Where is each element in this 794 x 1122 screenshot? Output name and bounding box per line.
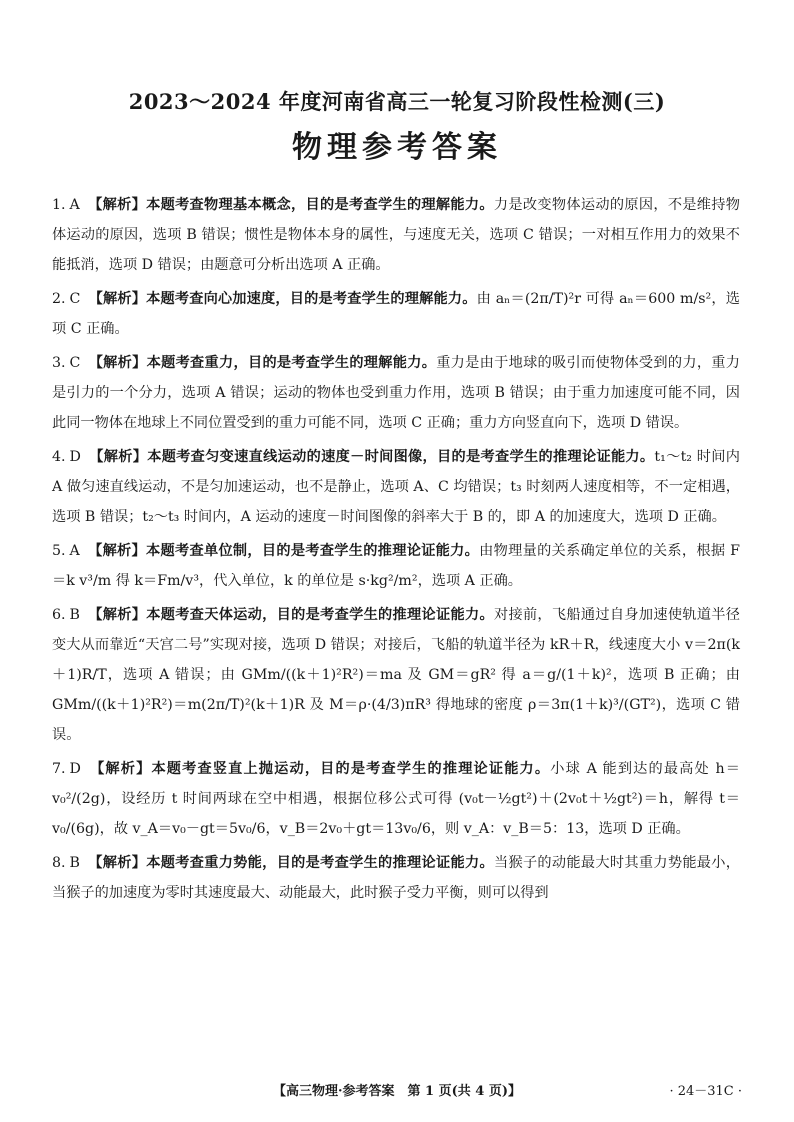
footer-page-info: 【高三物理·参考答案 第 1 页(共 4 页)】 — [272, 1084, 522, 1099]
analysis-body: 由 aₙ＝(2π/T)²r 可得 aₙ＝600 m/s²，选项 C 正确。 — [52, 291, 740, 337]
question-answer: C — [69, 355, 81, 371]
analysis-tag: 【解析】 — [87, 543, 147, 559]
analysis-body: 对接前，飞船通过自身加速使轨道半径变大从而靠近“天宫二号”实现对接，选项 D 错误；对接后，飞船的轨道半径为 kR＋R，线速度大小 v＝2π(k＋1)R/T，选项 A 错误；由 GMm/((k＋1)²R²)＝ma 及 GM＝gR² 得 a＝g/(1＋k)²，选项 B 正确；由 GMm/((k＋1)²R²)＝m(2π/T)²(k＋1)R 及 M＝ρ·(4/3)πR³ 得地球的密度 ρ＝3π(1＋k)³/(GT²)，选项 C 错误。 — [52, 607, 740, 743]
question-answer: C — [69, 291, 81, 307]
question-number: 2. — [52, 291, 66, 307]
question-number: 4. — [52, 449, 66, 465]
analysis-lead: 本题考查匀变速直线运动的速度－时间图像，目的是考查学生的推理论证能力。 — [147, 449, 655, 465]
question-3 — [52, 348, 740, 438]
analysis-body: 小球 A 能到达的最高处 h＝v₀²/(2g)，设经历 t 时间两球在空中相遇，根据位移公式可得 (v₀t－½gt²)＋(2v₀t＋½gt²)＝h，解得 t＝v₀/(6g)，故 v_A＝v₀－gt＝5v₀/6，v_B＝2v₀＋gt＝13v₀/6，则 v_A：v_B＝5：13，选项 D 正确。 — [52, 761, 740, 837]
question-4 — [52, 442, 740, 532]
question-8 — [52, 848, 740, 908]
question-2 — [52, 284, 740, 344]
question-answer: D — [69, 761, 81, 777]
analysis-lead: 本题考查竖直上抛运动，目的是考查学生的推理论证能力。 — [151, 761, 551, 777]
analysis-lead: 本题考查天体运动，目的是考查学生的推理论证能力。 — [146, 607, 494, 623]
question-number: 8. — [52, 855, 66, 871]
analysis-body: 力是改变物体运动的原因，不是维持物体运动的原因，选项 B 错误；惯性是物体本身的属性，与速度无关，选项 C 错误；一对相互作用力的效果不能抵消，选项 D 错误；由题意可分析出选项 A 正确。 — [52, 197, 740, 273]
question-answer: A — [69, 543, 80, 559]
analysis-body: 由物理量的关系确定单位的关系，根据 F＝k v³/m 得 k＝Fm/v³，代入单位，k 的单位是 s·kg²/m²，选项 A 正确。 — [52, 543, 740, 589]
analysis-tag: 【解析】 — [87, 197, 147, 213]
footer-code: · 24－31C · — [669, 1084, 742, 1099]
analysis-tag: 【解析】 — [88, 291, 147, 307]
document-title: 2023～2024 年度河南省高三一轮复习阶段性检测(三) — [128, 89, 666, 114]
question-6 — [52, 600, 740, 750]
question-answer: B — [69, 607, 80, 623]
analysis-lead: 本题考查单位制，目的是考查学生的推理论证能力。 — [146, 543, 480, 559]
analysis-tag: 【解析】 — [88, 761, 152, 777]
analysis-tag: 【解析】 — [87, 855, 147, 871]
question-number: 6. — [52, 607, 66, 623]
analysis-lead: 本题考查物理基本概念，目的是考查学生的理解能力。 — [146, 197, 494, 213]
analysis-lead: 本题考查重力，目的是考查学生的理解能力。 — [146, 355, 437, 371]
answer-list — [52, 190, 740, 912]
analysis-lead: 本题考查向心加速度，目的是考查学生的理解能力。 — [146, 291, 477, 307]
analysis-body: t₁～t₂ 时间内 A 做匀速直线运动，不是匀加速运动，也不是静止，选项 A、C 均错误；t₃ 时刻两人速度相等，不一定相遇，选项 B 错误；t₂～t₃ 时间内，A 运动的速度－时间图像的斜率大于 B 的，即 A 的加速度大，选项 D 正确。 — [52, 449, 740, 525]
question-number: 1. — [52, 197, 66, 213]
question-number: 7. — [52, 761, 66, 777]
analysis-body: 当猴子的动能最大时其重力势能最小，当猴子的加速度为零时其速度最大、动能最大，此时猴子受力平衡，则可以得到 — [52, 855, 740, 901]
question-7 — [52, 754, 740, 844]
document-subtitle: 物理参考答案 — [292, 130, 502, 165]
question-number: 3. — [52, 355, 66, 371]
analysis-body: 重力是由于地球的吸引而使物体受到的力，重力是引力的一个分力，选项 A 错误；运动的物体也受到重力作用，选项 B 错误；由于重力加速度可能不同，因此同一物体在地球上不同位置受到的重力可能不同，选项 C 正确；重力方向竖直向下，选项 D 错误。 — [52, 355, 740, 431]
question-answer: D — [69, 449, 81, 465]
question-answer: B — [69, 855, 80, 871]
question-5 — [52, 536, 740, 596]
question-1 — [52, 190, 740, 280]
analysis-tag: 【解析】 — [88, 355, 147, 371]
analysis-tag: 【解析】 — [88, 449, 148, 465]
question-number: 5. — [52, 543, 66, 559]
question-answer: A — [69, 197, 80, 213]
analysis-tag: 【解析】 — [87, 607, 147, 623]
analysis-lead: 本题考查重力势能，目的是考查学生的推理论证能力。 — [146, 855, 494, 871]
